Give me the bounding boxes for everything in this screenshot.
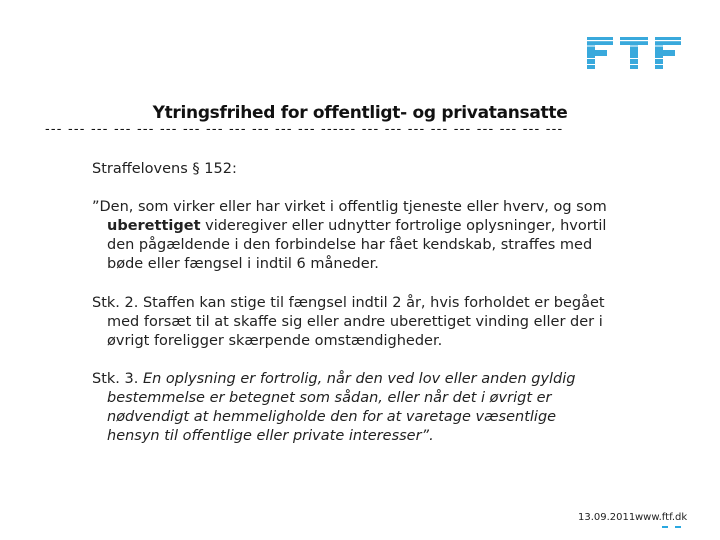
- stk3-paragraph: [92, 370, 612, 446]
- ftf-logo: [587, 37, 681, 69]
- law-quote-paragraph: [92, 198, 612, 274]
- quote-text-start: ”Den, som virker eller har virket i offentlig tjeneste eller hverv, og som: [92, 199, 607, 215]
- slide-body: [92, 160, 612, 465]
- title-divider: --- --- --- --- --- --- --- --- --- --- --- --- ------ --- --- --- --- --- --- --- --- ---: [45, 122, 564, 137]
- stk2-paragraph: Stk. 2. Staffen kan stige til fængsel indtil 2 år, hvis forholdet er begået med forsæt til at skaffe sig eller andre uberettiget vinding eller der i øvrigt foreligger skærpende omstændigheder.: [92, 295, 605, 349]
- quote-emphasis: uberettiget: [107, 218, 201, 234]
- slide-title: Ytringsfrihed for offentligt- og privatansatte: [152, 103, 568, 123]
- footer-date: 13.09.2011: [578, 512, 636, 523]
- stk3-label: Stk. 3.: [92, 371, 143, 387]
- quote-text-end: videregiver eller udnytter fortrolige oplysninger, hvortil den pågældende i den forbindelse har fået kendskab, straffes med bøde eller fængsel i indtil 6 måneder.: [107, 218, 607, 272]
- law-heading: Straffelovens § 152:: [92, 161, 237, 177]
- stk3-text: En oplysning er fortrolig, når den ved lov eller anden gyldig bestemmelse er betegnet som sådan, eller når det i øvrigt er nødvendigt at hemmeligholde den for at varetage væsentlige hensyn til offentlige eller private interesser”.: [107, 371, 576, 444]
- footer-url-underline: [662, 524, 681, 528]
- footer-url[interactable]: www.ftf.dk: [635, 512, 688, 523]
